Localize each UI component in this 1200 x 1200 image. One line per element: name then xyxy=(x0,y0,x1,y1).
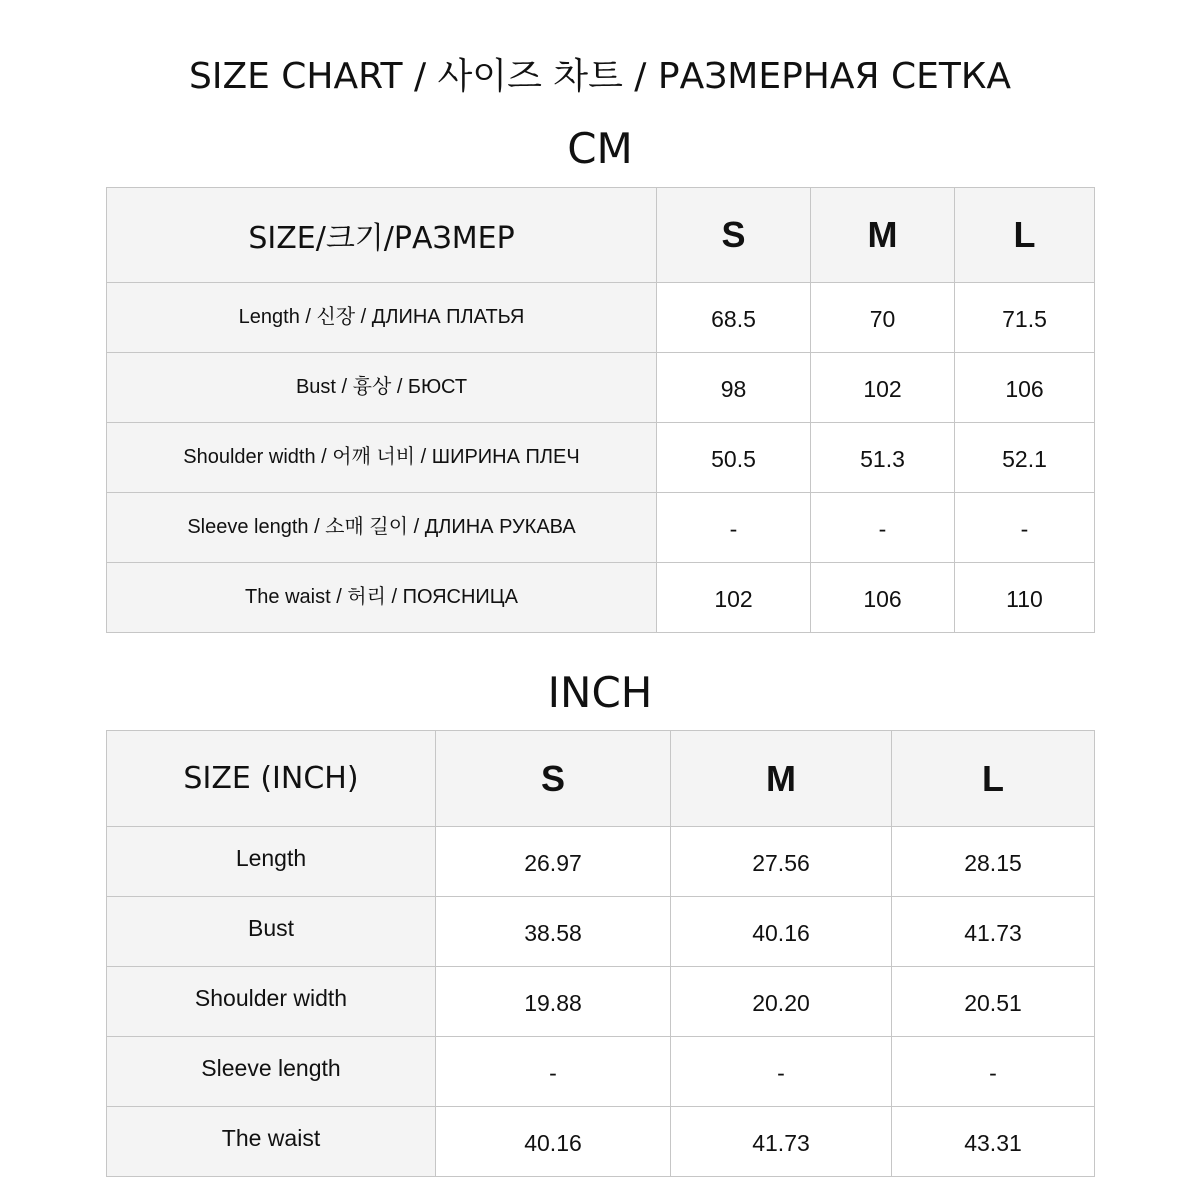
value-cell: 70 xyxy=(811,283,955,353)
value-cell: 110 xyxy=(955,563,1095,633)
table-row xyxy=(107,1107,1095,1177)
table-row xyxy=(107,563,1095,633)
value-cell: 41.73 xyxy=(671,1107,892,1177)
table-row xyxy=(107,423,1095,493)
value-cell: - xyxy=(671,1037,892,1107)
value-cell: 106 xyxy=(811,563,955,633)
size-header-s: S xyxy=(436,731,671,827)
table-row xyxy=(107,493,1095,563)
table-row xyxy=(107,1037,1095,1107)
row-label: The waist / 허리 / ПОЯСНИЦА xyxy=(107,563,657,633)
row-label: Length xyxy=(107,827,436,897)
table-row xyxy=(107,283,1095,353)
inch-size-table xyxy=(106,730,1095,1177)
row-label: Length / 신장 / ДЛИНА ПЛАТЬЯ xyxy=(107,283,657,353)
table-header-row xyxy=(107,188,1095,283)
row-label: Sleeve length xyxy=(107,1037,436,1107)
value-cell: 98 xyxy=(657,353,811,423)
size-header-m: M xyxy=(811,188,955,283)
value-cell: 68.5 xyxy=(657,283,811,353)
value-cell: - xyxy=(955,493,1095,563)
row-label: Bust / 흉상 / БЮСТ xyxy=(107,353,657,423)
value-cell: 40.16 xyxy=(671,897,892,967)
table-header-row xyxy=(107,731,1095,827)
size-header-label: SIZE/크기/РАЗМЕР xyxy=(107,188,657,283)
row-label: Sleeve length / 소매 길이 / ДЛИНА РУКАВА xyxy=(107,493,657,563)
page-title: SIZE CHART / 사이즈 차트 / РАЗМЕРНАЯ СЕТКА xyxy=(188,56,1012,97)
table-row xyxy=(107,827,1095,897)
value-cell: 40.16 xyxy=(436,1107,671,1177)
value-cell: 38.58 xyxy=(436,897,671,967)
value-cell: 51.3 xyxy=(811,423,955,493)
value-cell: 43.31 xyxy=(892,1107,1095,1177)
value-cell: 27.56 xyxy=(671,827,892,897)
row-label: Bust xyxy=(107,897,436,967)
table-row xyxy=(107,967,1095,1037)
value-cell: 52.1 xyxy=(955,423,1095,493)
value-cell: 41.73 xyxy=(892,897,1095,967)
value-cell: 28.15 xyxy=(892,827,1095,897)
value-cell: 102 xyxy=(811,353,955,423)
value-cell: - xyxy=(657,493,811,563)
size-header-l: L xyxy=(892,731,1095,827)
cm-size-table xyxy=(106,187,1095,633)
value-cell: 106 xyxy=(955,353,1095,423)
size-header-s: S xyxy=(657,188,811,283)
value-cell: - xyxy=(436,1037,671,1107)
value-cell: 20.20 xyxy=(671,967,892,1037)
value-cell: 50.5 xyxy=(657,423,811,493)
cm-section-title: CM xyxy=(567,124,633,173)
value-cell: 26.97 xyxy=(436,827,671,897)
value-cell: - xyxy=(892,1037,1095,1107)
inch-section-title: INCH xyxy=(547,668,653,717)
value-cell: 20.51 xyxy=(892,967,1095,1037)
value-cell: - xyxy=(811,493,955,563)
row-label: Shoulder width xyxy=(107,967,436,1037)
row-label: Shoulder width / 어깨 너비 / ШИРИНА ПЛЕЧ xyxy=(107,423,657,493)
size-header-label: SIZE (INCH) xyxy=(107,731,436,827)
value-cell: 71.5 xyxy=(955,283,1095,353)
table-row xyxy=(107,353,1095,423)
size-header-m: M xyxy=(671,731,892,827)
row-label: The waist xyxy=(107,1107,436,1177)
value-cell: 19.88 xyxy=(436,967,671,1037)
table-row xyxy=(107,897,1095,967)
size-header-l: L xyxy=(955,188,1095,283)
value-cell: 102 xyxy=(657,563,811,633)
